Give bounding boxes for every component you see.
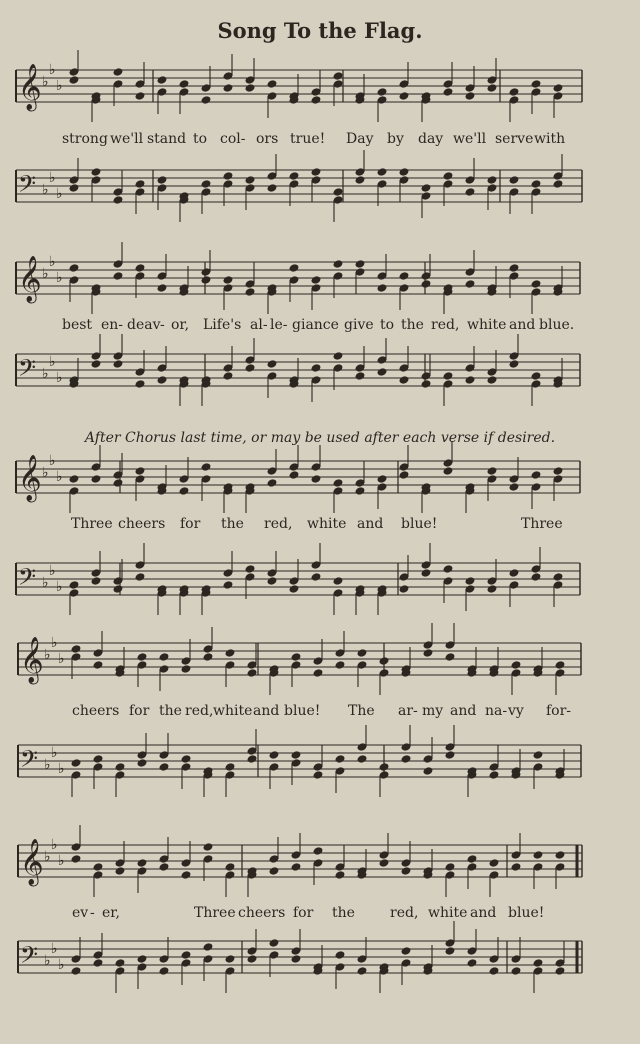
note-head xyxy=(159,652,170,662)
treble-clef-icon: 𝄞 xyxy=(18,455,42,501)
flat-icon: ♭ xyxy=(51,635,58,651)
note-head xyxy=(93,754,104,764)
note-head xyxy=(137,858,148,868)
flat-icon: ♭ xyxy=(58,853,65,869)
note-head xyxy=(93,660,104,670)
note-head xyxy=(289,470,300,480)
note-head xyxy=(225,862,236,872)
note-head xyxy=(181,664,192,674)
note-head xyxy=(377,167,388,177)
note-head xyxy=(245,83,256,93)
lyric: and xyxy=(450,703,477,719)
flat-icon: ♭ xyxy=(44,647,51,663)
bass-clef-icon: 𝄢 xyxy=(18,170,37,203)
lyric: blue! xyxy=(508,905,545,921)
flat-icon: ♭ xyxy=(56,78,63,94)
lyric: by xyxy=(387,131,404,147)
note-head xyxy=(113,584,124,594)
note-head xyxy=(269,750,280,760)
flat-icon: ♭ xyxy=(51,745,58,761)
note-head xyxy=(91,359,102,369)
lyric: cheers xyxy=(72,703,120,719)
note-head xyxy=(355,371,366,381)
note-head xyxy=(443,171,454,181)
flat-icon: ♭ xyxy=(42,74,49,90)
lyric: and xyxy=(470,905,497,921)
lyric: to xyxy=(380,317,395,333)
flat-icon: ♭ xyxy=(42,575,49,591)
note-head xyxy=(225,762,236,772)
note-head xyxy=(399,91,410,101)
lyric: ev xyxy=(72,905,89,921)
flat-icon: ♭ xyxy=(51,837,58,853)
lyric: white xyxy=(428,905,468,921)
note-head xyxy=(313,846,324,856)
flat-icon: ♭ xyxy=(49,354,56,370)
lyric: the xyxy=(221,516,244,532)
lyric: vy xyxy=(508,703,524,719)
lyric: deav xyxy=(127,317,161,333)
lyric: Three xyxy=(521,516,563,532)
song-title: Song To the Flag. xyxy=(217,18,423,43)
note-head xyxy=(533,850,544,860)
lyric: to xyxy=(193,131,208,147)
note-head xyxy=(223,275,234,285)
note-head xyxy=(489,770,500,780)
note-head xyxy=(267,576,278,586)
lyric: the xyxy=(332,905,355,921)
note-head xyxy=(159,966,170,976)
note-head xyxy=(489,858,500,868)
note-head xyxy=(377,87,388,97)
note-head xyxy=(421,279,432,289)
note-head xyxy=(245,287,256,297)
note-head xyxy=(553,83,564,93)
note-head xyxy=(399,584,410,594)
note-head xyxy=(113,359,124,369)
note-head xyxy=(247,954,258,964)
note-head xyxy=(157,375,168,385)
note-head xyxy=(135,91,146,101)
note-head xyxy=(445,652,456,662)
note-head xyxy=(269,938,280,948)
note-head xyxy=(445,750,456,760)
note-head xyxy=(553,466,564,476)
note-head xyxy=(137,954,148,964)
note-head xyxy=(179,486,190,496)
note-head xyxy=(509,87,520,97)
note-head xyxy=(509,359,520,369)
note-head xyxy=(423,648,434,658)
note-head xyxy=(113,271,124,281)
lyric: The xyxy=(348,703,375,719)
note-head xyxy=(335,660,346,670)
note-head xyxy=(465,576,476,586)
lyric: blue! xyxy=(401,516,438,532)
lyric: cheers xyxy=(238,905,286,921)
note-head xyxy=(467,854,478,864)
note-head xyxy=(203,842,214,852)
lyric: we'll xyxy=(453,131,487,147)
lyric: ar- xyxy=(398,703,418,719)
lyric: blue! xyxy=(284,703,321,719)
note-head xyxy=(533,750,544,760)
flat-icon: ♭ xyxy=(56,186,63,202)
note-head xyxy=(401,946,412,956)
lyric: Life's xyxy=(203,317,242,333)
note-head xyxy=(509,175,520,185)
note-head xyxy=(267,183,278,193)
note-head xyxy=(355,486,366,496)
note-head xyxy=(379,656,390,666)
treble-clef-icon: 𝄞 xyxy=(18,256,42,302)
note-head xyxy=(377,367,388,377)
lyric: al- xyxy=(250,317,268,333)
lyric: give xyxy=(344,317,374,333)
note-head xyxy=(443,564,454,574)
flat-icon: ♭ xyxy=(49,62,56,78)
note-head xyxy=(531,572,542,582)
lyric: for- xyxy=(546,703,572,719)
note-head xyxy=(179,79,190,89)
note-head xyxy=(555,966,566,976)
lyric: Day xyxy=(346,131,374,147)
note-head xyxy=(291,652,302,662)
note-head xyxy=(379,858,390,868)
note-head xyxy=(223,580,234,590)
note-head xyxy=(289,584,300,594)
treble-clef-icon: 𝄞 xyxy=(18,64,42,110)
lyric: giance xyxy=(292,317,339,333)
lyric: serve xyxy=(495,131,534,147)
note-head xyxy=(157,283,168,293)
note-head xyxy=(531,179,542,189)
bass-clef-icon: 𝄢 xyxy=(20,745,39,778)
note-head xyxy=(443,371,454,381)
note-head xyxy=(201,95,212,105)
note-head xyxy=(313,770,324,780)
note-head xyxy=(357,648,368,658)
note-head xyxy=(509,568,520,578)
note-head xyxy=(467,958,478,968)
note-head xyxy=(531,371,542,381)
note-head xyxy=(223,371,234,381)
note-head xyxy=(401,754,412,764)
bass-clef-icon: 𝄢 xyxy=(18,563,37,596)
lyric: Three xyxy=(194,905,236,921)
note-head xyxy=(357,966,368,976)
note-head xyxy=(333,71,344,81)
note-head xyxy=(225,648,236,658)
note-head xyxy=(377,474,388,484)
note-head xyxy=(399,167,410,177)
note-head xyxy=(113,195,124,205)
note-head xyxy=(421,568,432,578)
note-head xyxy=(91,167,102,177)
lyric: or, xyxy=(171,317,190,333)
note-head xyxy=(245,564,256,574)
note-head xyxy=(555,850,566,860)
note-head xyxy=(247,754,258,764)
lyric: strong xyxy=(62,131,108,147)
flat-icon: ♭ xyxy=(44,849,51,865)
treble-clef-icon: 𝄞 xyxy=(20,637,44,683)
note-head xyxy=(69,183,80,193)
bass-clef-icon: 𝄢 xyxy=(20,941,39,974)
note-head xyxy=(203,942,214,952)
note-head xyxy=(355,259,366,269)
note-head xyxy=(509,482,520,492)
flat-icon: ♭ xyxy=(42,465,49,481)
note-head xyxy=(115,866,126,876)
note-head xyxy=(69,75,80,85)
note-head xyxy=(445,946,456,956)
note-head xyxy=(135,572,146,582)
lyric: day xyxy=(418,131,444,147)
note-head xyxy=(311,275,322,285)
note-head xyxy=(311,167,322,177)
note-head xyxy=(291,954,302,964)
note-head xyxy=(135,466,146,476)
flat-icon: ♭ xyxy=(56,579,63,595)
note-head xyxy=(135,179,146,189)
note-head xyxy=(465,375,476,385)
note-head xyxy=(553,572,564,582)
flat-icon: ♭ xyxy=(49,170,56,186)
note-head xyxy=(465,187,476,197)
note-head xyxy=(487,83,498,93)
note-head xyxy=(115,762,126,772)
note-head xyxy=(267,478,278,488)
note-head xyxy=(201,275,212,285)
note-head xyxy=(465,279,476,289)
note-head xyxy=(531,470,542,480)
note-head xyxy=(267,79,278,89)
note-head xyxy=(289,263,300,273)
note-head xyxy=(555,660,566,670)
flat-icon: ♭ xyxy=(42,182,49,198)
flat-icon: ♭ xyxy=(56,270,63,286)
note-head xyxy=(509,263,520,273)
note-head xyxy=(201,179,212,189)
note-head xyxy=(69,580,80,590)
note-head xyxy=(421,183,432,193)
lyric: true! xyxy=(290,131,326,147)
note-head xyxy=(181,754,192,764)
lyric: Three xyxy=(71,516,113,532)
note-head xyxy=(335,754,346,764)
note-head xyxy=(533,958,544,968)
note-head xyxy=(357,754,368,764)
note-head xyxy=(489,966,500,976)
note-head xyxy=(157,75,168,85)
note-head xyxy=(225,954,236,964)
lyric: na- xyxy=(485,703,508,719)
note-head xyxy=(245,175,256,185)
note-head xyxy=(71,854,82,864)
lyric: best xyxy=(62,317,93,333)
note-head xyxy=(335,950,346,960)
note-head xyxy=(465,91,476,101)
note-head xyxy=(71,758,82,768)
lyric: er, xyxy=(102,905,120,921)
lyric: and xyxy=(509,317,536,333)
note-head xyxy=(333,478,344,488)
note-head xyxy=(267,359,278,369)
flat-icon: ♭ xyxy=(56,370,63,386)
lyric: the xyxy=(159,703,182,719)
note-head xyxy=(445,862,456,872)
note-head xyxy=(401,866,412,876)
lyric: blue. xyxy=(539,317,575,333)
note-head xyxy=(531,79,542,89)
lyric: cheers xyxy=(118,516,166,532)
note-head xyxy=(443,466,454,476)
flat-icon: ♭ xyxy=(56,469,63,485)
note-head xyxy=(487,584,498,594)
note-head xyxy=(377,283,388,293)
note-head xyxy=(421,379,432,389)
note-head xyxy=(355,175,366,185)
note-head xyxy=(511,660,522,670)
note-head xyxy=(443,87,454,97)
note-head xyxy=(289,171,300,181)
note-head xyxy=(311,572,322,582)
note-head xyxy=(135,379,146,389)
note-head xyxy=(511,966,522,976)
flat-icon: ♭ xyxy=(44,953,51,969)
note-head xyxy=(181,950,192,960)
note-head xyxy=(311,95,322,105)
note-head xyxy=(137,758,148,768)
bass-clef-icon: 𝄢 xyxy=(18,354,37,387)
lyric: for xyxy=(129,703,150,719)
lyric: we'll xyxy=(110,131,144,147)
note-head xyxy=(157,175,168,185)
note-head xyxy=(69,474,80,484)
note-head xyxy=(115,958,126,968)
lyric: my xyxy=(422,703,444,719)
note-head xyxy=(91,576,102,586)
note-head xyxy=(113,478,124,488)
note-head xyxy=(203,652,214,662)
note-head xyxy=(333,259,344,269)
note-head xyxy=(93,862,104,872)
note-head xyxy=(333,351,344,361)
note-head xyxy=(531,279,542,289)
flat-icon: ♭ xyxy=(44,757,51,773)
note-head xyxy=(487,175,498,185)
lyric: en- xyxy=(101,317,124,333)
note-head xyxy=(181,870,192,880)
flat-icon: ♭ xyxy=(51,941,58,957)
note-head xyxy=(69,263,80,273)
lyric: col- xyxy=(220,131,246,147)
note-head xyxy=(135,263,146,273)
note-head xyxy=(223,171,234,181)
lyric: the xyxy=(401,317,424,333)
lyric: - xyxy=(160,317,165,333)
note-head xyxy=(399,375,410,385)
flat-icon: ♭ xyxy=(42,366,49,382)
lyric: white xyxy=(467,317,507,333)
lyric: with xyxy=(534,131,566,147)
note-head xyxy=(269,866,280,876)
note-head xyxy=(487,466,498,476)
note-head xyxy=(71,966,82,976)
lyric: - xyxy=(90,905,95,921)
note-head xyxy=(201,462,212,472)
flat-icon: ♭ xyxy=(49,563,56,579)
note-head xyxy=(159,862,170,872)
note-head xyxy=(223,83,234,93)
note-head xyxy=(93,958,104,968)
lyric: and xyxy=(357,516,384,532)
note-head xyxy=(423,766,434,776)
note-head xyxy=(245,363,256,373)
flat-icon: ♭ xyxy=(42,266,49,282)
flat-icon: ♭ xyxy=(49,453,56,469)
flat-icon: ♭ xyxy=(58,761,65,777)
note-head xyxy=(291,750,302,760)
flat-icon: ♭ xyxy=(49,254,56,270)
note-head xyxy=(333,187,344,197)
note-head xyxy=(247,668,258,678)
lyric: for xyxy=(180,516,201,532)
flat-icon: ♭ xyxy=(58,957,65,973)
note-head xyxy=(335,870,346,880)
note-head xyxy=(291,862,302,872)
lyric: red, xyxy=(390,905,419,921)
lyric: red, xyxy=(264,516,293,532)
flat-icon: ♭ xyxy=(58,651,65,667)
note-head xyxy=(487,375,498,385)
note-head xyxy=(379,762,390,772)
note-head xyxy=(137,652,148,662)
note-head xyxy=(71,644,82,654)
treble-clef-icon: 𝄞 xyxy=(20,839,44,885)
note-head xyxy=(399,271,410,281)
note-head xyxy=(91,474,102,484)
note-head xyxy=(311,363,322,373)
lyric: red, xyxy=(431,317,460,333)
note-head xyxy=(313,668,324,678)
lyric: ors xyxy=(256,131,279,147)
note-head xyxy=(311,474,322,484)
note-head xyxy=(333,576,344,586)
lyric: white xyxy=(213,703,253,719)
note-head xyxy=(113,67,124,77)
lyric: and xyxy=(253,703,280,719)
lyric: red, xyxy=(185,703,214,719)
note-head xyxy=(511,862,522,872)
note-head xyxy=(553,179,564,189)
performance-note: After Chorus last time, or may be used after each verse if desired. xyxy=(84,430,556,446)
lyric: stand xyxy=(147,131,187,147)
lyric: le- xyxy=(270,317,288,333)
lyric: white xyxy=(307,516,347,532)
note-head xyxy=(399,470,410,480)
note-head xyxy=(159,762,170,772)
lyric: for xyxy=(293,905,314,921)
